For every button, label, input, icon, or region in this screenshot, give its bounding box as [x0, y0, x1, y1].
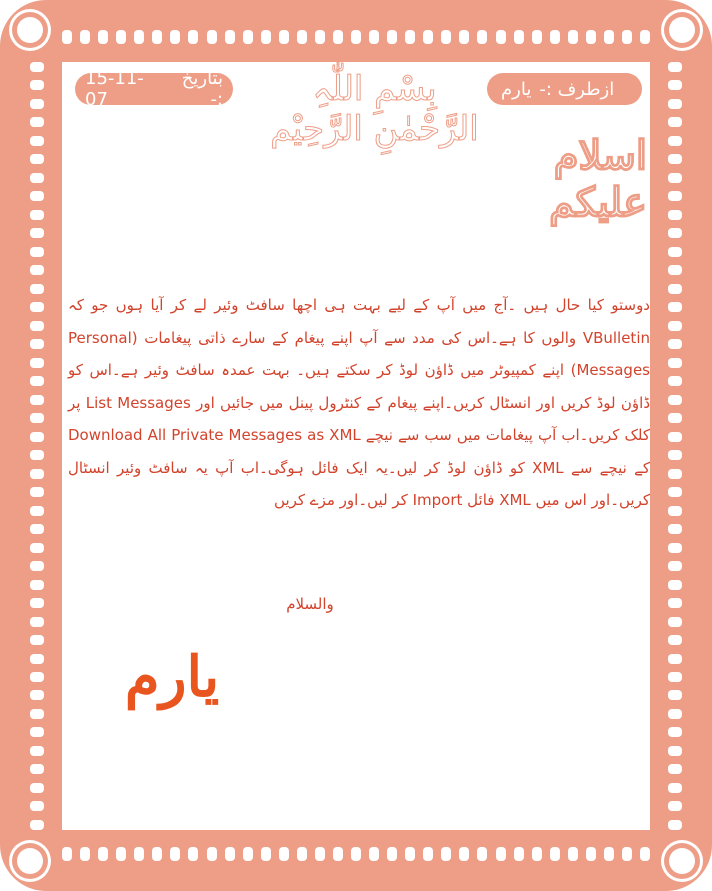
- perforation-hole: [333, 30, 343, 44]
- perforation-hole: [668, 80, 682, 90]
- perforation-hole: [261, 847, 271, 861]
- perforation-hole: [668, 395, 682, 405]
- perforation-hole: [668, 635, 682, 645]
- perforation-hole: [668, 801, 682, 811]
- perforation-hole: [30, 801, 44, 811]
- perforation-hole: [188, 30, 198, 44]
- perforation-hole: [668, 820, 682, 830]
- perforation-hole: [668, 561, 682, 571]
- perforation-hole: [387, 847, 397, 861]
- perforation-hole: [668, 672, 682, 682]
- perforation-hole: [369, 30, 379, 44]
- letter-body: دوستو کیا حال ہیں ۔آج میں آپ کے لیے بہت ہی اچھا سافٹ وئیر لے کر آیا ہوں جو کہ VBulletin والوں کا ہے۔اس کی مدد سے آپ اپنے پیغام کے سارے ذاتی پیغامات (Personal Messages) اپنے کمپیوٹر میں ڈاؤن لوڈ کر سکتے ہیں۔ بہت عمدہ سافٹ وئیر ہے۔اس کو ڈاؤن لوڈ کریں اور انسٹال کریں۔اپنے پیغام کے کنٹرول پینل میں جائیں اور List Messages پر کلک کریں۔اب آپ پیغامات میں سب سے نیچے Download All Private Messages as XML کے نیچے سے XML کو ڈاؤن لوڈ کر لیں۔یہ ایک فائل ہوگی۔اب آپ یہ سافٹ وئیر انسٹال کریں۔اور اس میں XML فائل Import کر لیں۔اور مزے کریں: [68, 296, 651, 509]
- perforation-hole: [568, 30, 578, 44]
- perforation-hole: [668, 210, 682, 220]
- perforation-hole: [30, 358, 44, 368]
- perforation-hole: [30, 617, 44, 627]
- perforation-hole: [668, 154, 682, 164]
- perforation-hole: [532, 30, 542, 44]
- perforation-hole: [459, 847, 469, 861]
- perforation-hole: [62, 847, 72, 861]
- perforation-hole: [30, 450, 44, 460]
- perforation-hole: [98, 30, 108, 44]
- perforation-hole: [668, 62, 682, 72]
- perforation-hole: [30, 506, 44, 516]
- corner-ornament-top-left: [17, 17, 43, 43]
- perforation-hole: [225, 30, 235, 44]
- perforation-right: [668, 62, 682, 830]
- perforation-hole: [668, 450, 682, 460]
- perforation-hole: [30, 80, 44, 90]
- perforation-hole: [243, 847, 253, 861]
- perforation-hole: [351, 30, 361, 44]
- perforation-hole: [243, 30, 253, 44]
- perforation-hole: [30, 62, 44, 72]
- perforation-hole: [668, 339, 682, 349]
- perforation-hole: [668, 598, 682, 608]
- perforation-hole: [30, 228, 44, 238]
- perforation-hole: [207, 30, 217, 44]
- perforation-hole: [668, 690, 682, 700]
- perforation-hole: [170, 847, 180, 861]
- perforation-hole: [315, 847, 325, 861]
- perforation-hole: [134, 30, 144, 44]
- perforation-hole: [30, 654, 44, 664]
- perforation-hole: [668, 321, 682, 331]
- perforation-hole: [30, 672, 44, 682]
- greeting-heading: اسلام علیکم: [549, 132, 647, 226]
- perforation-hole: [30, 173, 44, 183]
- date-value: 15-11-07: [85, 68, 144, 110]
- perforation-hole: [351, 847, 361, 861]
- perforation-hole: [297, 847, 307, 861]
- perforation-hole: [668, 487, 682, 497]
- perforation-hole: [550, 30, 560, 44]
- perforation-hole: [668, 265, 682, 275]
- perforation-hole: [668, 432, 682, 442]
- perforation-top: [62, 30, 650, 44]
- perforation-hole: [441, 30, 451, 44]
- closing-text: والسلام: [286, 595, 334, 613]
- perforation-hole: [668, 617, 682, 627]
- perforation-hole: [225, 847, 235, 861]
- perforation-hole: [152, 847, 162, 861]
- perforation-hole: [30, 136, 44, 146]
- perforation-hole: [279, 30, 289, 44]
- perforation-hole: [423, 847, 433, 861]
- perforation-hole: [604, 30, 614, 44]
- perforation-hole: [668, 117, 682, 127]
- perforation-hole: [604, 847, 614, 861]
- perforation-hole: [532, 847, 542, 861]
- perforation-bottom: [62, 847, 650, 861]
- perforation-hole: [30, 469, 44, 479]
- perforation-hole: [668, 247, 682, 257]
- perforation-hole: [668, 654, 682, 664]
- corner-ornament-bottom-left: [17, 848, 43, 874]
- perforation-hole: [30, 561, 44, 571]
- perforation-hole: [668, 580, 682, 590]
- perforation-hole: [30, 339, 44, 349]
- perforation-hole: [459, 30, 469, 44]
- perforation-hole: [30, 487, 44, 497]
- perforation-hole: [640, 30, 650, 44]
- perforation-hole: [297, 30, 307, 44]
- letter-paper: [62, 62, 650, 830]
- perforation-hole: [477, 847, 487, 861]
- perforation-hole: [668, 173, 682, 183]
- perforation-hole: [622, 30, 632, 44]
- perforation-hole: [30, 524, 44, 534]
- perforation-hole: [30, 432, 44, 442]
- perforation-hole: [80, 847, 90, 861]
- perforation-hole: [668, 284, 682, 294]
- from-label: ازطرف :-: [539, 78, 615, 100]
- perforation-hole: [30, 783, 44, 793]
- perforation-hole: [62, 30, 72, 44]
- perforation-hole: [30, 376, 44, 386]
- perforation-hole: [30, 191, 44, 201]
- perforation-hole: [30, 99, 44, 109]
- perforation-hole: [668, 506, 682, 516]
- perforation-hole: [668, 191, 682, 201]
- perforation-hole: [30, 413, 44, 423]
- perforation-hole: [668, 543, 682, 553]
- from-value: یارم: [501, 78, 532, 100]
- perforation-hole: [387, 30, 397, 44]
- perforation-hole: [152, 30, 162, 44]
- perforation-hole: [98, 847, 108, 861]
- perforation-hole: [30, 265, 44, 275]
- perforation-hole: [668, 136, 682, 146]
- perforation-hole: [30, 690, 44, 700]
- perforation-hole: [405, 30, 415, 44]
- perforation-hole: [80, 30, 90, 44]
- perforation-hole: [30, 395, 44, 405]
- perforation-hole: [134, 847, 144, 861]
- perforation-hole: [30, 635, 44, 645]
- perforation-hole: [30, 302, 44, 312]
- perforation-hole: [441, 847, 451, 861]
- corner-ornament-top-right: [669, 17, 695, 43]
- perforation-hole: [668, 727, 682, 737]
- perforation-hole: [668, 376, 682, 386]
- perforation-hole: [496, 847, 506, 861]
- perforation-hole: [170, 30, 180, 44]
- perforation-hole: [30, 321, 44, 331]
- bismillah-heading: بِسْمِ اللّٰہِ الرَّحْمٰنِ الرَّحِیْم: [270, 69, 479, 149]
- perforation-hole: [640, 847, 650, 861]
- perforation-hole: [30, 117, 44, 127]
- perforation-hole: [333, 847, 343, 861]
- perforation-hole: [30, 247, 44, 257]
- perforation-hole: [622, 847, 632, 861]
- date-pill: [75, 68, 233, 110]
- perforation-hole: [668, 358, 682, 368]
- perforation-hole: [116, 30, 126, 44]
- perforation-hole: [668, 524, 682, 534]
- perforation-hole: [668, 709, 682, 719]
- perforation-hole: [30, 154, 44, 164]
- perforation-left: [30, 62, 44, 830]
- perforation-hole: [668, 764, 682, 774]
- perforation-hole: [477, 30, 487, 44]
- perforation-hole: [30, 727, 44, 737]
- perforation-hole: [405, 847, 415, 861]
- perforation-hole: [668, 746, 682, 756]
- perforation-hole: [668, 302, 682, 312]
- perforation-hole: [514, 30, 524, 44]
- perforation-hole: [423, 30, 433, 44]
- perforation-hole: [30, 764, 44, 774]
- perforation-hole: [668, 99, 682, 109]
- perforation-hole: [668, 469, 682, 479]
- perforation-hole: [30, 598, 44, 608]
- perforation-hole: [188, 847, 198, 861]
- signature: یارم: [124, 644, 220, 710]
- perforation-hole: [116, 847, 126, 861]
- perforation-hole: [30, 580, 44, 590]
- perforation-hole: [668, 783, 682, 793]
- perforation-hole: [207, 847, 217, 861]
- perforation-hole: [514, 847, 524, 861]
- corner-ornament-bottom-right: [669, 848, 695, 874]
- perforation-hole: [496, 30, 506, 44]
- perforation-hole: [30, 210, 44, 220]
- date-label: بتاریخ :-: [181, 68, 223, 110]
- from-pill: [487, 73, 642, 105]
- perforation-hole: [279, 847, 289, 861]
- perforation-hole: [586, 30, 596, 44]
- perforation-hole: [369, 847, 379, 861]
- perforation-hole: [30, 284, 44, 294]
- perforation-hole: [30, 746, 44, 756]
- perforation-hole: [668, 228, 682, 238]
- perforation-hole: [568, 847, 578, 861]
- perforation-hole: [261, 30, 271, 44]
- perforation-hole: [315, 30, 325, 44]
- perforation-hole: [668, 413, 682, 423]
- perforation-hole: [586, 847, 596, 861]
- perforation-hole: [30, 709, 44, 719]
- perforation-hole: [30, 820, 44, 830]
- perforation-hole: [550, 847, 560, 861]
- perforation-hole: [30, 543, 44, 553]
